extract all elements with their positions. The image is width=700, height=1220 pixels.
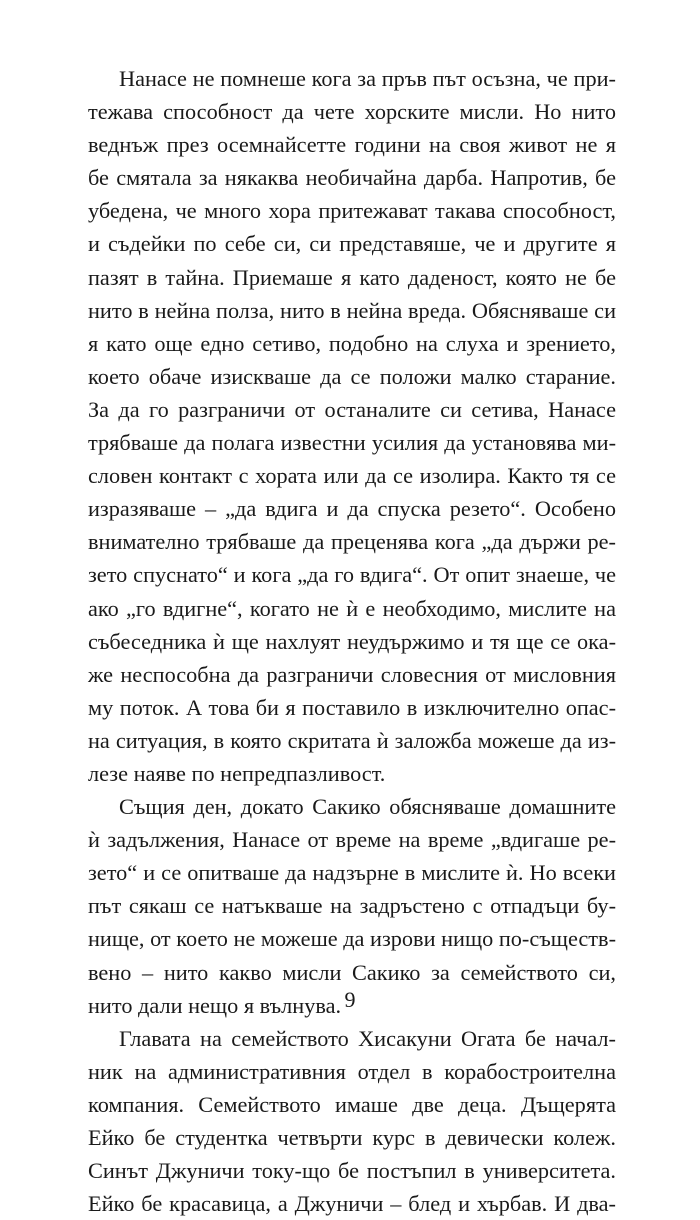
- text-line: лезе наяве по непредпазливост.: [88, 760, 386, 786]
- text-line: убедена, че много хора притежават такава способност,: [88, 198, 616, 224]
- text-line: ник на административния отдел в корабостроителна: [88, 1058, 616, 1084]
- text-line: Ейко бе студентка четвърти курс в девически колеж.: [88, 1125, 616, 1150]
- paragraph-3: [88, 1022, 616, 1220]
- text-line: му поток. А това би я поставило в изключително опас-: [88, 694, 616, 720]
- paragraph-1: [88, 62, 616, 790]
- page-number: 9: [344, 987, 356, 1012]
- text-line: нито дали нещо я вълнува.: [88, 992, 342, 1018]
- text-line: което обаче изискваше да се положи малко старание.: [88, 363, 616, 389]
- text-line: бе смятала за някаква необичайна дарба. Напротив, бе: [88, 165, 616, 191]
- text-line: път сякаш се натъкваше на задръстено с отпадъци бу-: [88, 893, 616, 919]
- text-line: зето“ и се опитваше да надзърне в мислите ѝ. Но всеки: [88, 860, 616, 886]
- text-line: трябваше да полага известни усилия да установява ми-: [88, 430, 616, 456]
- text-line: Нанасе не помнеше кога за пръв път осъзна, че при-: [119, 66, 616, 91]
- text-line: я като още едно сетиво, подобно на слуха и зрението,: [88, 330, 616, 356]
- text-line: изразяваше – „да вдига и да спуска резето“. Особено: [88, 496, 616, 522]
- text-line: ако „го вдигне“, когато не ѝ е необходимо, мислите на: [88, 595, 616, 621]
- text-line: Главата на семейството Хисакуни Огата бе начал-: [119, 1025, 616, 1051]
- text-line: вено – нито какво мисли Сакико за семейството си,: [88, 959, 616, 985]
- text-line: пазят в тайна. Приемаше я като даденост, която не бе: [88, 264, 616, 290]
- text-line: нище, от което не можеше да изрови нищо по-съществ-: [88, 926, 616, 952]
- text-line: веднъж през осемнайсетте години на своя живот не я: [88, 132, 616, 158]
- text-line: Синът Джуничи току-що бе постъпил в университета.: [88, 1158, 616, 1184]
- text-line: събеседника ѝ ще нахлуят неудържимо и тя ще се ока-: [88, 628, 616, 654]
- text-line: тежава способност да чете хорските мисли. Но нито: [88, 99, 616, 125]
- page-body: [88, 62, 616, 1220]
- text-line: Ейко бе красавица, а Джуничи – блед и хърбав. И два-: [88, 1191, 616, 1217]
- text-line: и съдейки по себе си, си представяше, че и другите я: [88, 231, 616, 257]
- text-line: компания. Семейството имаше две деца. Дъщерята: [88, 1091, 616, 1117]
- text-line: За да го разграничи от останалите си сетива, Нанасе: [88, 396, 616, 422]
- text-line: ѝ задължения, Нанасе от време на време „вдигаше ре-: [88, 827, 616, 853]
- text-line: же неспособна да разграничи словесния от мисловния: [88, 661, 616, 687]
- text-line: нито в нейна полза, нито в нейна вреда. Обясняваше си: [88, 297, 616, 323]
- text-line: Същия ден, докато Сакико обясняваше домашните: [119, 794, 616, 820]
- text-line: на ситуация, в която скритата ѝ заложба можеше да из-: [88, 727, 616, 753]
- text-line: словен контакт с хората или да се изолира. Както тя се: [88, 463, 616, 489]
- text-line: внимателно трябваше да преценява кога „да държи ре-: [88, 529, 616, 555]
- text-line: зето спуснато“ и кога „да го вдига“. От опит знаеше, че: [88, 562, 616, 588]
